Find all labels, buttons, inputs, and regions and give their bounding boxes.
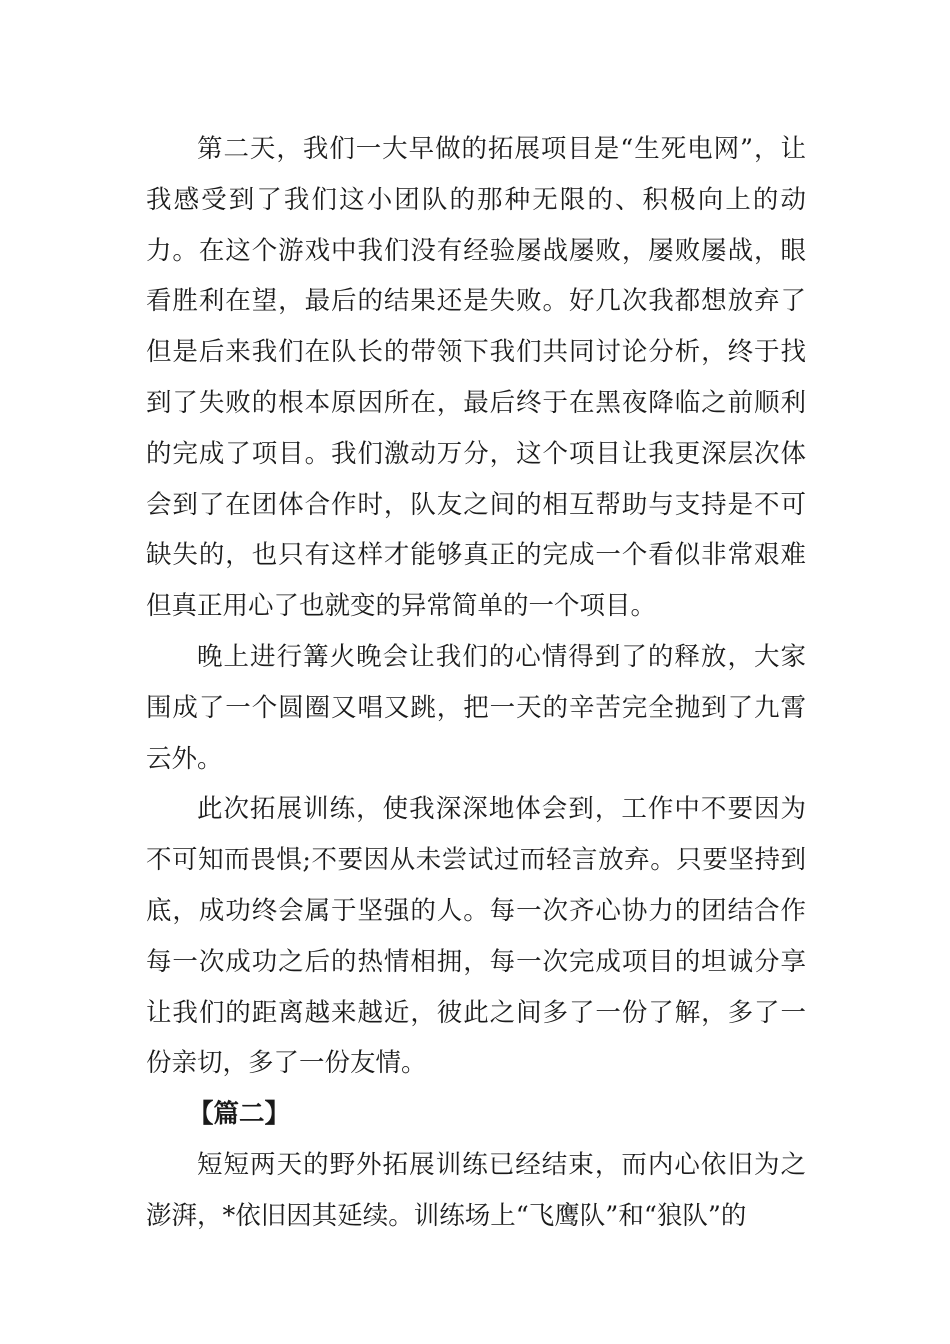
paragraph-reflection: 此次拓展训练，使我深深地体会到，工作中不要因为不可知而畏惧;不要因从未尝试过而轻言放弃。只要坚持到底，成功终会属于坚强的人。每一次齐心协力的团结合作每一次成功之后的热情相拥，每一次完成项目的坦诚分享让我们的距离越来越近，彼此之间多了一份了解，多了一份亲切，多了一份友情。 <box>146 794 806 1079</box>
document-body <box>146 124 806 1242</box>
paragraph-part-two-intro: 短短两天的野外拓展训练已经结束，而内心依旧为之澎湃，*依旧因其延续。训练场上“飞鹰队”和“狼队”的 <box>146 1149 806 1231</box>
section-heading: 【篇二】 <box>188 1099 291 1130</box>
paragraph-day-two: 第二天，我们一大早做的拓展项目是“生死电网”，让我感受到了我们这小团队的那种无限的、积极向上的动力。在这个游戏中我们没有经验屡战屡败，屡败屡战，眼看胜利在望，最后的结果还是失败。好几次我都想放弃了但是后来我们在队长的带领下我们共同讨论分析，终于找到了失败的根本原因所在，最后终于在黑夜降临之前顺利的完成了项目。我们激动万分，这个项目让我更深层次体会到了在团体合作时，队友之间的相互帮助与支持是不可缺失的，也只有这样才能够真正的完成一个看似非常艰难但真正用心了也就变的异常简单的一个项目。 <box>146 134 806 622</box>
paragraph-bonfire: 晚上进行篝火晚会让我们的心情得到了的释放，大家围成了一个圆圈又唱又跳，把一天的辛苦完全抛到了九霄云外。 <box>146 641 806 774</box>
